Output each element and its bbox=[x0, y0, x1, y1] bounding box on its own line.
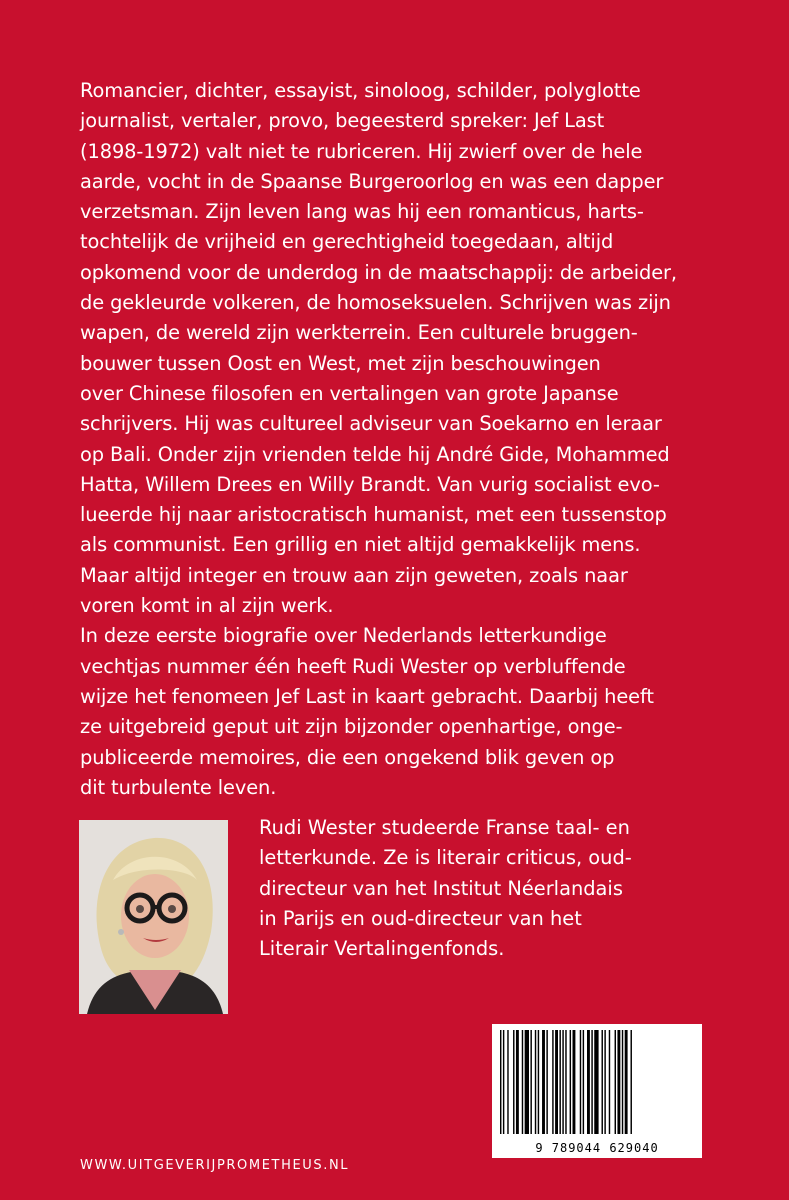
blurb-line: Maar altijd integer en trouw aan zijn geweten, zoals naar bbox=[80, 563, 628, 587]
blurb-line: wijze het fenomeen Jef Last in kaart gebracht. Daarbij heeft bbox=[80, 684, 654, 708]
blurb-line: schrijvers. Hij was cultureel adviseur van Soekarno en leraar bbox=[80, 412, 662, 436]
author-bio bbox=[259, 813, 729, 964]
blurb-line: opkomend voor de underdog in de maatschappij: de arbeider, bbox=[80, 260, 677, 284]
blurb-line: op Bali. Onder zijn vrienden telde hij André Gide, Mohammed bbox=[80, 442, 670, 466]
blurb-line: Romancier, dichter, essayist, sinoloog, schilder, polyglotte bbox=[80, 79, 641, 102]
barcode-bars bbox=[492, 1024, 702, 1140]
isbn-barcode bbox=[492, 1024, 702, 1158]
blurb-line: lueerde hij naar aristocratisch humanist, met een tussenstop bbox=[80, 503, 667, 527]
blurb-line: als communist. Een grillig en niet altijd gemakkelijk mens. bbox=[80, 533, 641, 557]
author-portrait-illustration bbox=[79, 820, 228, 1014]
blurb-line: voren komt in al zijn werk. bbox=[80, 594, 334, 618]
author-photo bbox=[79, 820, 228, 1014]
blurb-line: aarde, vocht in de Spaanse Burgeroorlog en was een dapper bbox=[80, 169, 664, 193]
blurb-line: verzetsman. Zijn leven lang was hij een romanticus, harts- bbox=[80, 200, 644, 224]
author-bio-line: Rudi Wester studeerde Franse taal- en bbox=[259, 816, 630, 839]
back-cover-blurb bbox=[80, 76, 720, 803]
author-bio-line: in Parijs en oud-directeur van het bbox=[259, 906, 582, 930]
isbn-number: 9 789044 629040 bbox=[535, 1141, 659, 1155]
blurb-line: journalist, vertaler, provo, begeesterd spreker: Jef Last bbox=[80, 109, 605, 133]
blurb-line: publiceerde memoires, die een ongekend blik geven op bbox=[80, 745, 615, 769]
author-bio-line: letterkunde. Ze is literair criticus, oud- bbox=[259, 846, 632, 870]
blurb-line: wapen, de wereld zijn werkterrein. Een culturele bruggen- bbox=[80, 321, 638, 345]
author-bio-line: directeur van het Institut Néerlandais bbox=[259, 876, 623, 900]
blurb-line: bouwer tussen Oost en West, met zijn beschouwingen bbox=[80, 351, 601, 375]
blurb-line: dit turbulente leven. bbox=[80, 775, 277, 799]
author-bio-line: Literair Vertalingenfonds. bbox=[259, 937, 505, 961]
blurb-line: Hatta, Willem Drees en Willy Brandt. Van vurig socialist evo- bbox=[80, 472, 660, 496]
blurb-line: vechtjas nummer één heeft Rudi Wester op verbluffende bbox=[80, 654, 626, 678]
blurb-line: In deze eerste biografie over Nederlands letterkundige bbox=[80, 624, 607, 648]
blurb-line: ze uitgebreid geput uit zijn bijzonder openhartige, onge- bbox=[80, 715, 623, 739]
publisher-website: WWW.UITGEVERIJPROMETHEUS.NL bbox=[80, 1158, 350, 1173]
blurb-line: tochtelijk de vrijheid en gerechtigheid toegedaan, altijd bbox=[80, 230, 614, 254]
blurb-line: (1898-1972) valt niet te rubriceren. Hij zwierf over de hele bbox=[80, 139, 643, 163]
blurb-line: de gekleurde volkeren, de homoseksuelen. Schrijven was zijn bbox=[80, 291, 671, 315]
blurb-line: over Chinese filosofen en vertalingen van grote Japanse bbox=[80, 381, 619, 405]
